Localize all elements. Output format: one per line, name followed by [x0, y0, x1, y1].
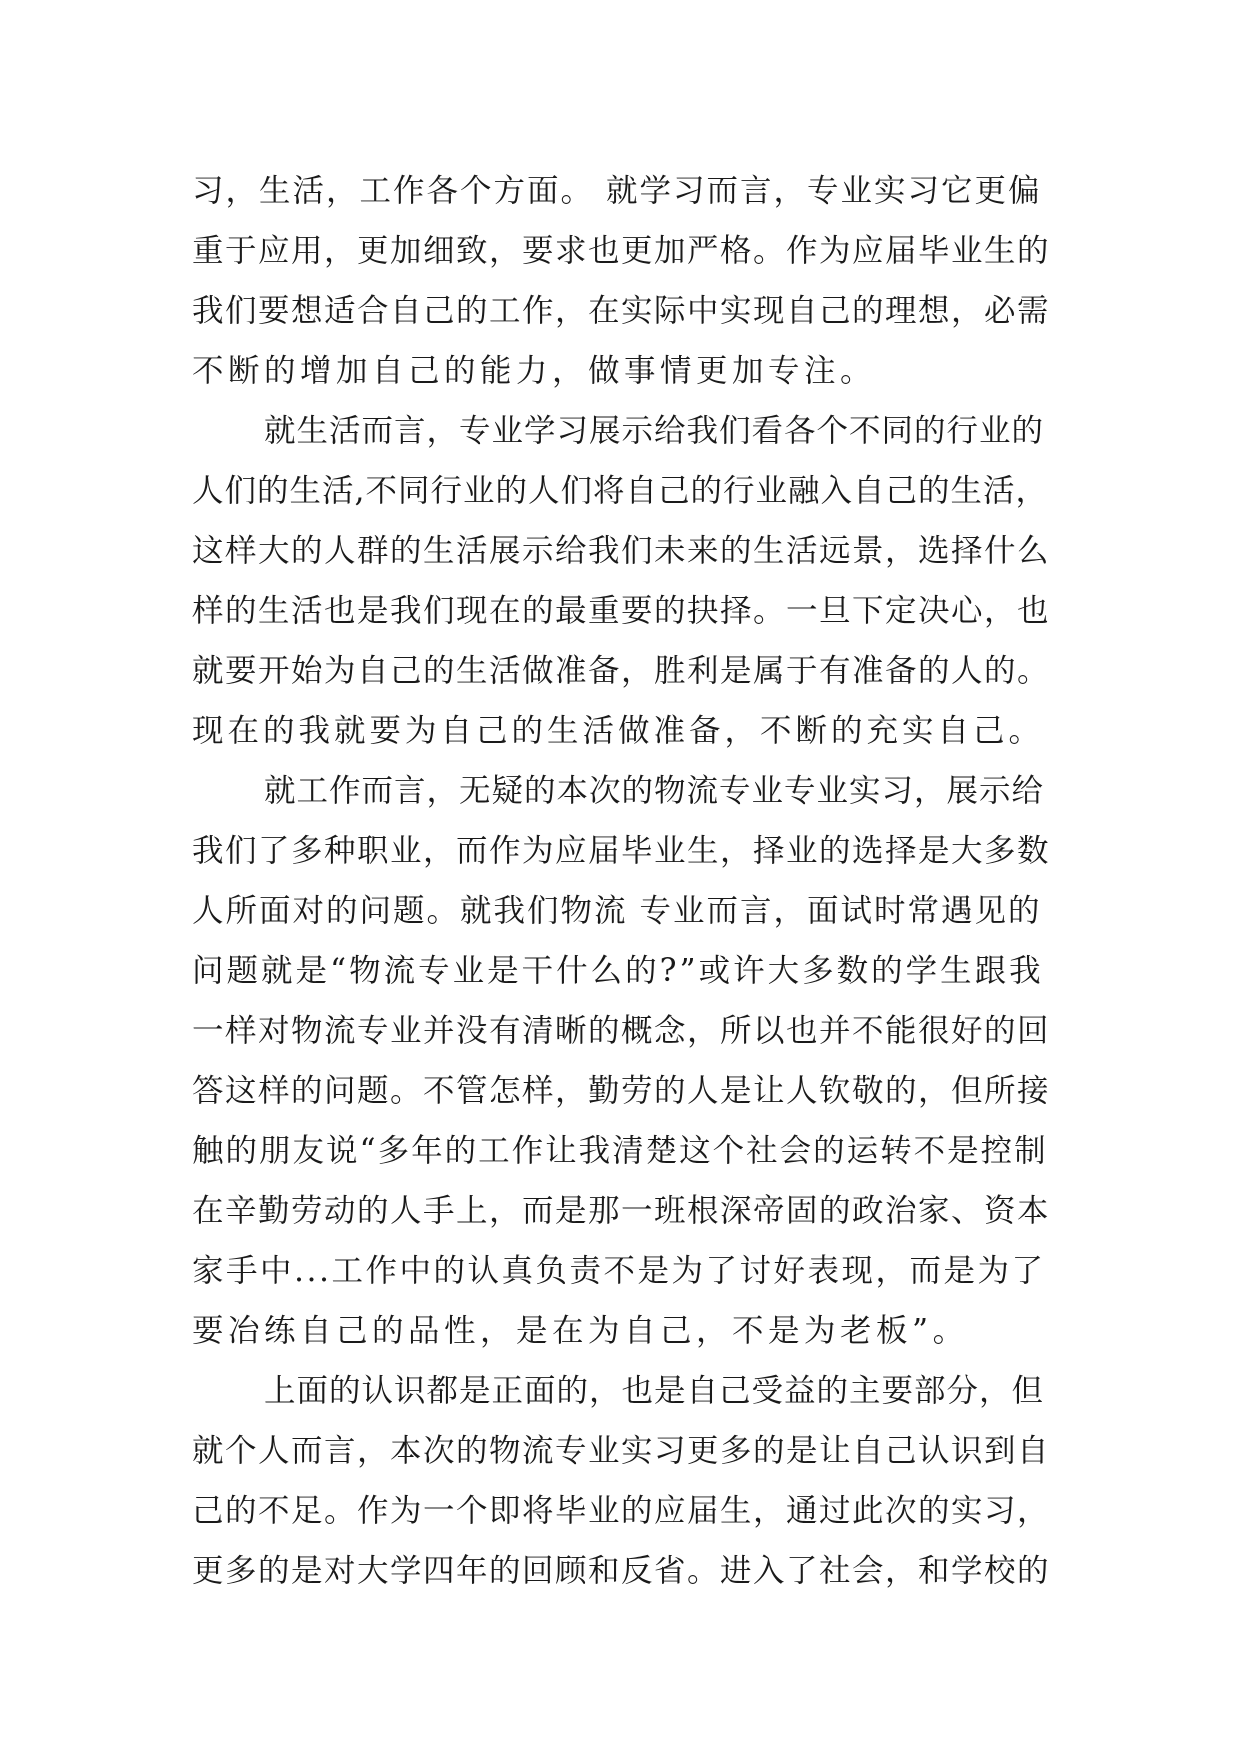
text-line: 不断的增加自己的能力，做事情更加专注。	[192, 353, 877, 389]
text-line: 就生活而言，专业学习展示给我们看各个不同的行业的	[264, 413, 1045, 449]
text-line: 一样对物流专业并没有清晰的概念，所以也并不能很好的回	[192, 1013, 1051, 1049]
text-line: 人所面对的问题。就我们物流 专业而言，面试时常遇见的	[192, 893, 1042, 929]
text-line: 这样大的人群的生活展示给我们未来的生活远景，选择什么	[192, 533, 1051, 569]
text-line: 己的不足。作为一个即将毕业的应届生，通过此次的实习，	[192, 1493, 1051, 1529]
text-line: 重于应用，更加细致，要求也更加严格。作为应届毕业生的	[192, 233, 1051, 269]
text-line: 问题就是“物流专业是干什么的?”或许大多数的学生跟我	[192, 953, 1044, 989]
text-line: 就要开始为自己的生活做准备，胜利是属于有准备的人的。	[192, 653, 1051, 689]
text-line: 人们的生活,不同行业的人们将自己的行业融入自己的生活，	[192, 473, 1049, 509]
document-body-text	[192, 161, 1052, 1601]
text-line: 家手中...工作中的认真负责不是为了讨好表现，而是为了	[192, 1253, 1046, 1289]
text-line: 更多的是对大学四年的回顾和反省。进入了社会，和学校的	[192, 1553, 1051, 1589]
text-line: 习，生活，工作各个方面。 就学习而言，专业实习它更偏	[192, 173, 1042, 209]
text-line: 我们要想适合自己的工作，在实际中实现自己的理想，必需	[192, 293, 1051, 329]
text-line: 样的生活也是我们现在的最重要的抉择。一旦下定决心，也	[192, 593, 1051, 629]
text-line: 在辛勤劳动的人手上，而是那一班根深帝固的政治家、资本	[192, 1193, 1051, 1229]
text-line: 就个人而言，本次的物流专业实习更多的是让自己认识到自	[192, 1433, 1051, 1469]
text-line: 就工作而言，无疑的本次的物流专业专业实习，展示给	[264, 773, 1045, 809]
text-line: 我们了多种职业，而作为应届毕业生，择业的选择是大多数	[192, 833, 1051, 869]
text-line: 现在的我就要为自己的生活做准备，不断的充实自己。	[192, 713, 1045, 749]
text-line: 答这样的问题。不管怎样，勤劳的人是让人钦敬的，但所接	[192, 1073, 1051, 1109]
text-line: 触的朋友说“多年的工作让我清楚这个社会的运转不是控制	[192, 1133, 1048, 1169]
text-line: 要冶练自己的品性，是在为自己，不是为老板”。	[192, 1313, 969, 1349]
text-line: 上面的认识都是正面的，也是自己受益的主要部分，但	[264, 1373, 1045, 1409]
